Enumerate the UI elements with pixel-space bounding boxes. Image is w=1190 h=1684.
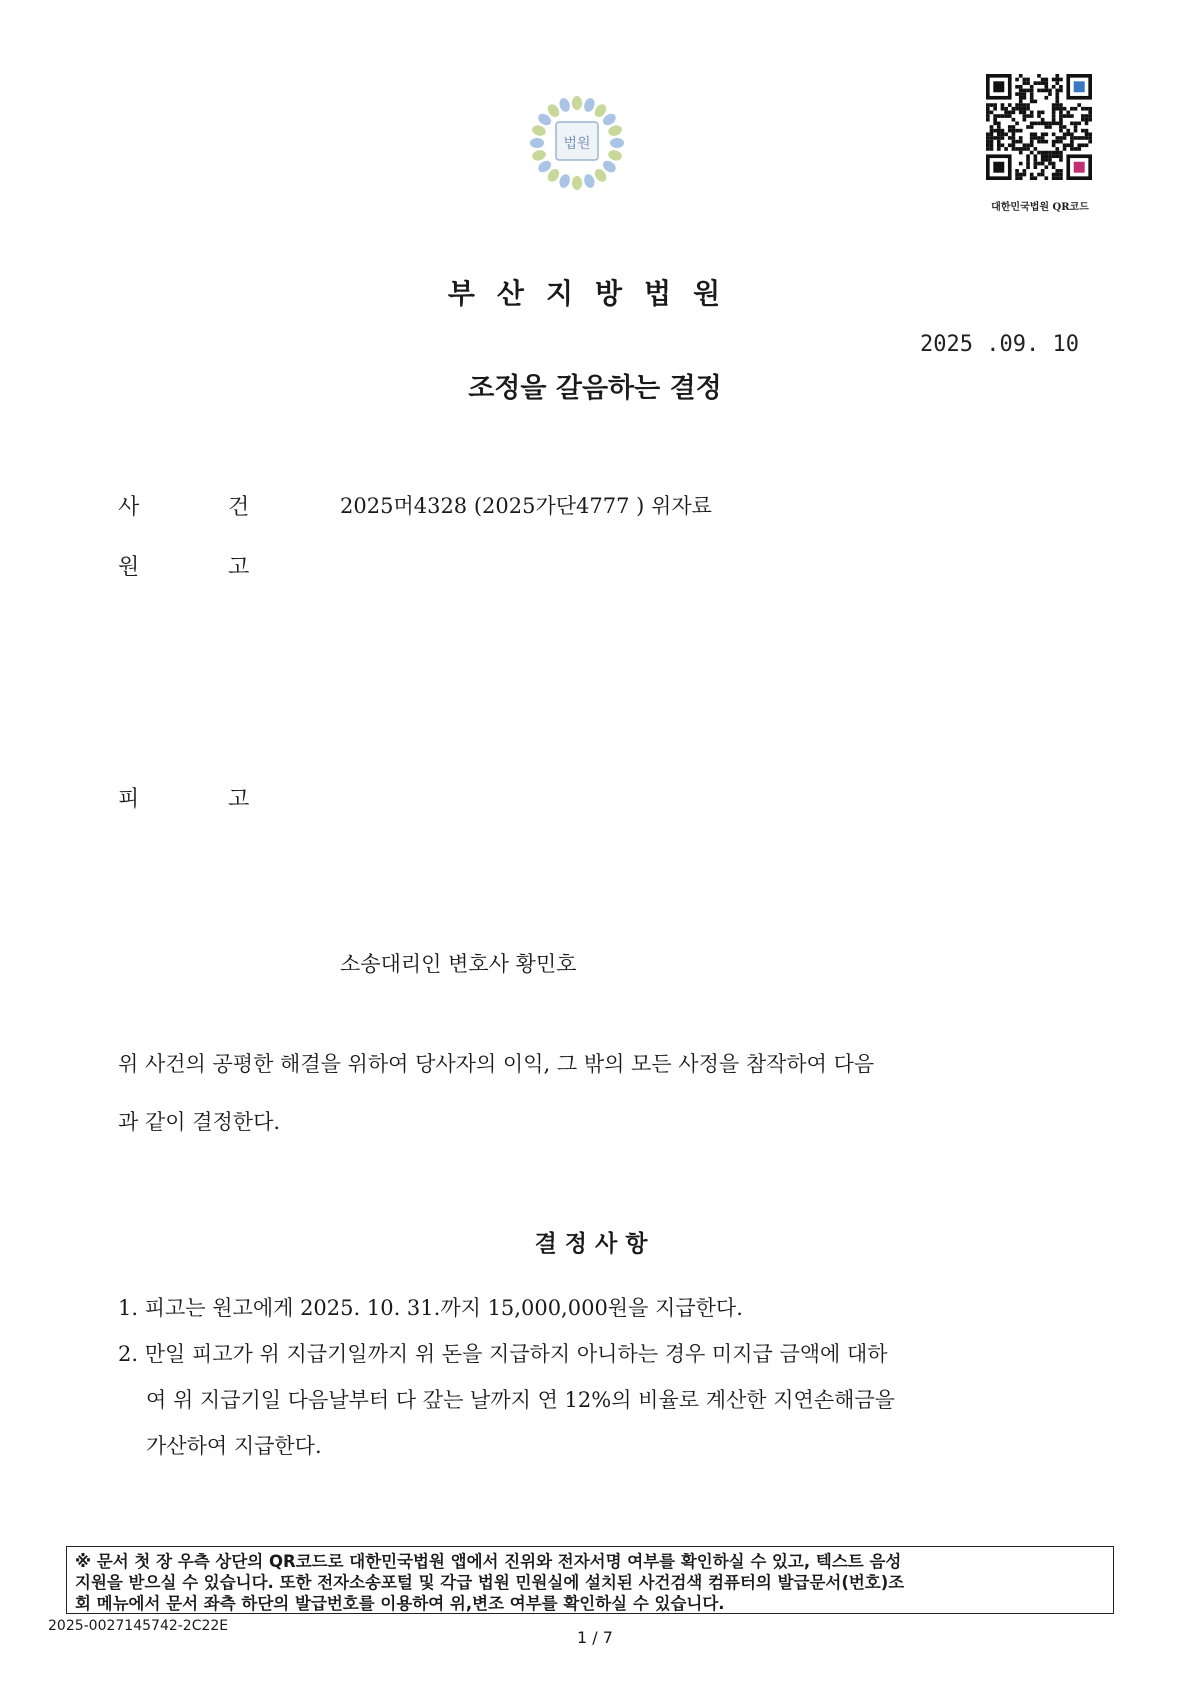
- emblem-petal: [572, 96, 582, 110]
- svg-text:법원: 법원: [563, 136, 591, 152]
- court-name: 부산지방법원: [447, 277, 743, 310]
- court-emblem-logo: [522, 88, 632, 198]
- legal-representative: 소송대리인 변호사 황민호: [340, 952, 577, 976]
- decision-date: 2025 .09. 10: [920, 332, 1079, 357]
- preamble-line: 과 같이 결정한다.: [118, 1110, 281, 1134]
- page-number: 1 / 7: [577, 1628, 613, 1647]
- emblem-petal: [607, 124, 623, 138]
- emblem-petal: [530, 138, 544, 148]
- verification-notice: [66, 1546, 1114, 1614]
- emblem-petal: [531, 148, 547, 162]
- preamble-line: 위 사건의 공평한 해결을 위하여 당사자의 이익, 그 밖의 모든 사정을 참작하여 다음: [118, 1052, 875, 1076]
- notice-line: 회 메뉴에서 문서 좌측 하단의 발급번호를 이용하여 위,변조 여부를 확인하실 수 있습니다.: [75, 1594, 725, 1613]
- decision-item-1: 1. 피고는 원고에게 2025. 10. 31.까지 15,000,000원을 지급한다.: [118, 1296, 743, 1320]
- notice-line: 지원을 받으실 수 있습니다. 또한 전자소송포털 및 각급 법원 민원실에 설치된 사건검색 컴퓨터의 발급문서(번호)조: [75, 1573, 905, 1592]
- notice-line: ※ 문서 첫 장 우측 상단의 QR코드로 대한민국법원 앱에서 진위와 전자서명 여부를 확인하실 수 있고, 텍스트 음성: [75, 1552, 902, 1571]
- emblem-petal: [610, 138, 624, 148]
- qr-caption: 대한민국법원 QR코드: [991, 202, 1089, 213]
- document-title: 조정을 갈음하는 결정: [468, 373, 722, 404]
- section-title: 결정사항: [534, 1231, 656, 1257]
- emblem-petal: [531, 124, 547, 138]
- case-value: 2025머4328 (2025가단4777 ) 위자료: [340, 494, 712, 518]
- emblem-petal: [582, 173, 596, 189]
- issue-number: 2025-0027145742-2C22E: [48, 1618, 229, 1634]
- emblem-petal: [558, 97, 572, 113]
- decision-item-2-line: 가산하여 지급한다.: [146, 1434, 322, 1458]
- decision-item-2-line: 여 위 지급기일 다음날부터 다 갚는 날까지 연 12%의 비율로 계산한 지연손해금을: [146, 1388, 895, 1412]
- emblem-petal: [607, 148, 623, 162]
- emblem-petal: [572, 176, 582, 190]
- decision-item-2-line: 2. 만일 피고가 위 지급기일까지 위 돈을 지급하지 아니하는 경우 미지급 금액에 대하: [118, 1342, 888, 1366]
- emblem-petal: [582, 97, 596, 113]
- verification-qr-code[interactable]: [986, 74, 1092, 180]
- emblem-petal: [558, 173, 572, 189]
